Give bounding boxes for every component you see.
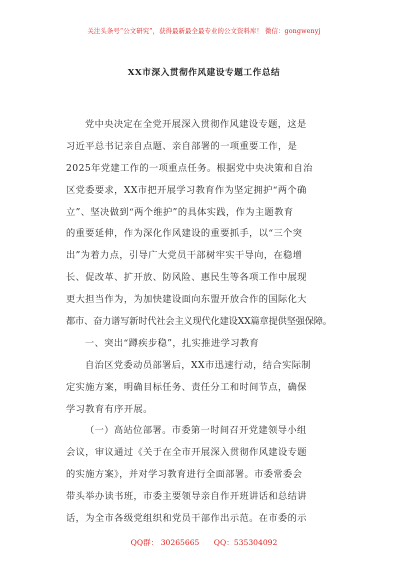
- body-line: 都市、奋力谱写新时代社会主义现代化建设XX篇章提供坚强保障。: [66, 316, 332, 328]
- body-line: 话，为全市各级党组织和党员干部作出示范。在市委的示: [66, 513, 307, 525]
- document-title: XX市深入贯彻作风建设专题工作总结: [127, 68, 281, 78]
- body-line: 定实施方案，明确目标任务、责任分工和时间节点，确保: [66, 381, 307, 393]
- body-line: 学习教育有序开展。: [66, 403, 153, 415]
- section-heading: 一、突出“蹲疾步稳”，扎实推进学习教育: [85, 337, 260, 349]
- footer-qq-group: QQ群： 30265665: [130, 538, 200, 547]
- body-line: 的实施方案》，并对学习教育进行全面部署。市委常委会: [66, 469, 303, 481]
- body-line: 立”、坚决做到“两个维护”的具体实践，作为主题教育: [66, 206, 294, 218]
- body-line: 长、促改革、扩开放、防风险、惠民生等各项工作中展现: [66, 272, 307, 284]
- footer-qq: QQ：535304092: [213, 538, 278, 547]
- body-line: 2025年党建工作的一项重点任务。根据党中央决策和自治: [66, 162, 313, 174]
- body-line: 习近平总书记亲自点题、亲自部署的一项重要工作，是: [66, 140, 298, 152]
- footer-contact: [0, 537, 408, 548]
- body-line: 的重要延伸，作为深化作风建设的重要抓手，以“三个突: [66, 228, 303, 240]
- header-banner: 关注头条号“公文研究”，获得最新最全最专业的公文资料库！ 微信：gongwenyj: [87, 27, 321, 35]
- subsection-heading: （一）高站位部署。市委第一时间召开党建领导小组: [85, 425, 307, 437]
- body-line: 党中央决定在全党开展深入贯彻作风建设专题，这是: [85, 119, 307, 130]
- body-line: 更大担当作为，为加快建设面向东盟开放合作的国际化大: [66, 294, 307, 306]
- body-line: 自治区党委动员部署后，XX市迅速行动，结合实际制: [85, 359, 312, 371]
- document-body: [66, 114, 348, 530]
- body-line: 出”为着力点，引导广大党员干部树牢实干导向，在稳增: [66, 250, 303, 262]
- body-line: 会议，审议通过《关于在全市开展深入贯彻作风建设专题: [66, 447, 307, 459]
- body-line: 带头举办读书班，市委主要领导亲自作开班讲话和总结讲: [66, 491, 307, 503]
- body-line: 区党委要求，XX市把开展学习教育作为坚定拥护“两个确: [66, 184, 307, 196]
